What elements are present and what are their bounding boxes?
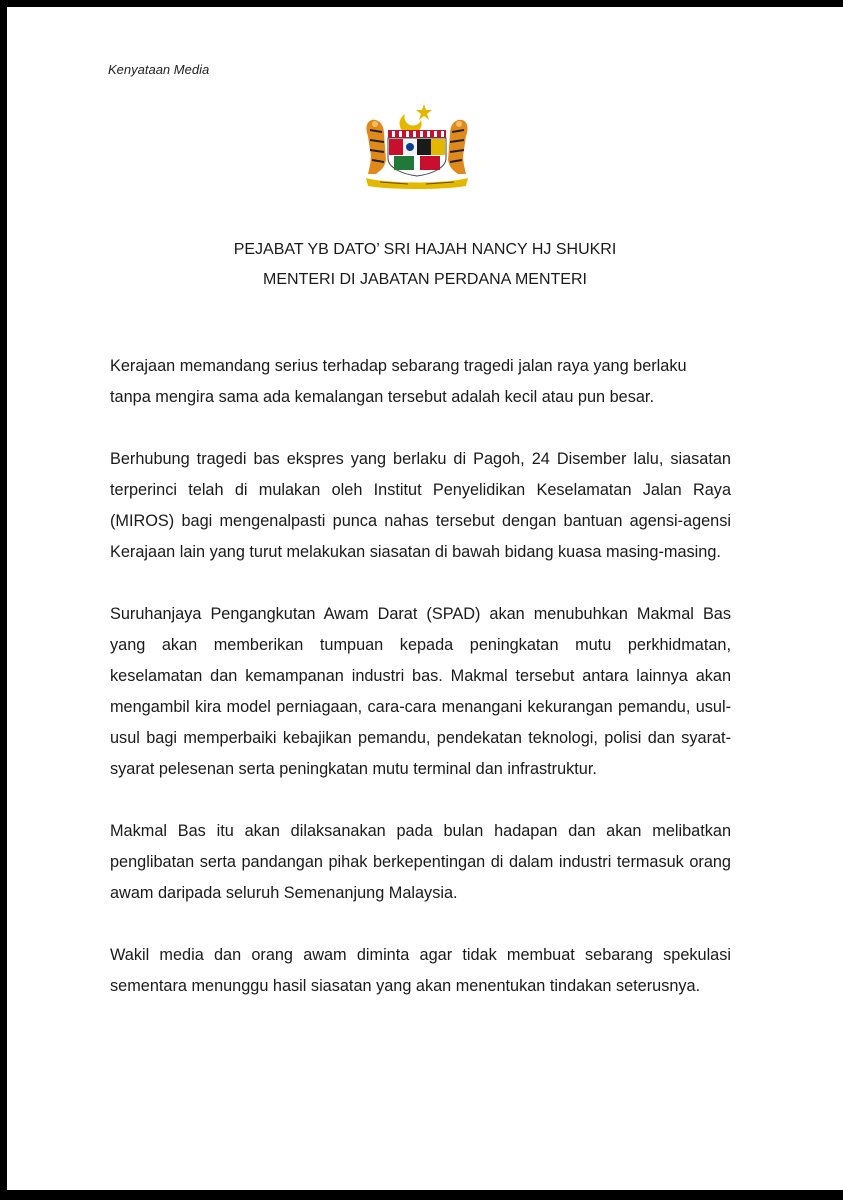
paragraph-1: Kerajaan memandang serius terhadap sebarang tragedi jalan raya yang berlaku tanpa mengira sama ada kemalangan tersebut adalah kecil atau pun besar. [110,357,687,406]
document-page [7,7,843,1190]
heading-office-line: PEJABAT YB DATO’ SRI HAJAH NANCY HJ SHUKRI [233,241,617,258]
paragraph-5: Wakil media dan orang awam diminta agar tidak membuat sebarang spekulasi sementara menunggu hasil siasatan yang akan menentukan tindakan seterusnya. [110,946,731,995]
paragraph-2: Berhubung tragedi bas ekspres yang berlaku di Pagoh, 24 Disember lalu, siasatan terperinci telah di mulakan oleh Institut Penyelidikan Keselamatan Jalan Raya (MIROS) bagi mengenalpasti punca nahas tersebut dengan bantuan agensi-agensi Kerajaan lain yang turut melakukan siasatan di bawah bidang kuasa masing-masing. [110,450,731,561]
document-heading [7,235,843,295]
paragraph-3: Suruhanjaya Pengangkutan Awam Darat (SPAD) akan menubuhkan Makmal Bas yang akan memberikan tumpuan kepada peningkatan mutu perkhidmatan, keselamatan dan kemampanan industri bas. Makmal tersebut antara lainnya akan mengambil kira model perniagaan, cara-cara menangani kekurangan pemandu, usul-usul bagi memperbaiki kebajikan pemandu, pendekatan teknologi, polisi dan syarat-syarat pelesenan serta peningkatan mutu terminal dan infrastruktur. [110,605,731,778]
document-type-label: Kenyataan Media [108,62,210,77]
paragraph-4: Makmal Bas itu akan dilaksanakan pada bulan hadapan dan akan melibatkan penglibatan serta pandangan pihak berkepentingan di dalam industri termasuk orang awam daripada seluruh Semenanjung Malaysia. [110,822,731,902]
statement-body [110,351,731,1033]
malaysia-coat-of-arms-icon [348,100,486,190]
heading-ministry-line: MENTERI DI JABATAN PERDANA MENTERI [263,271,587,288]
